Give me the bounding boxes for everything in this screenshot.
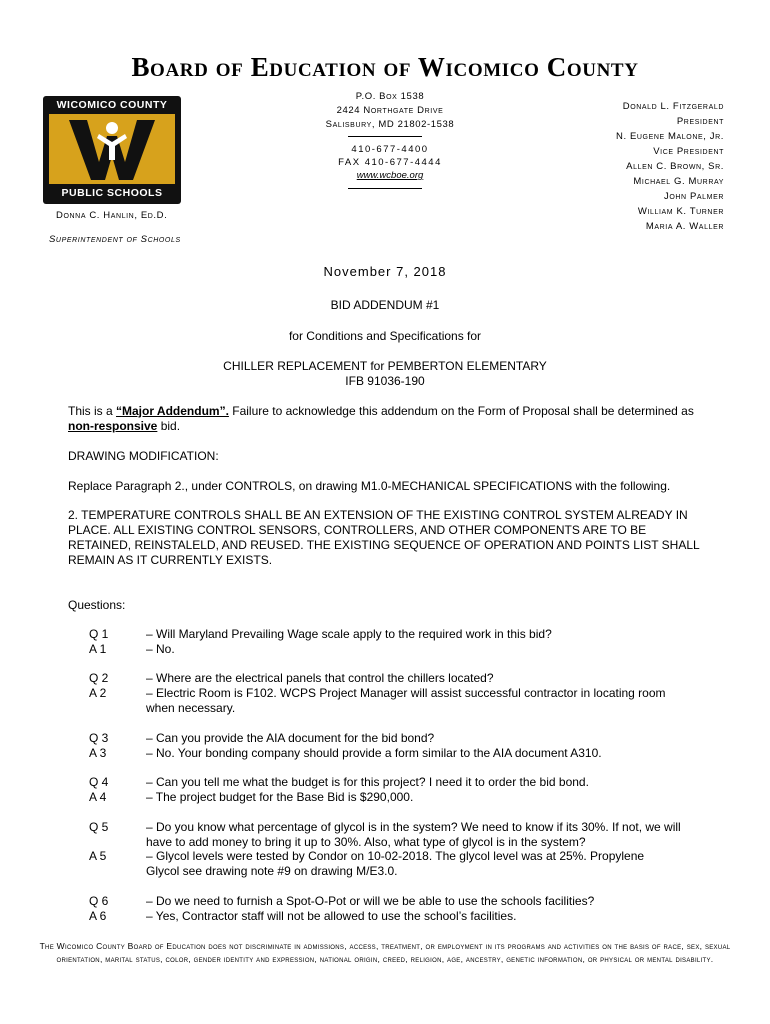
question-label: Q 6 [89, 894, 109, 908]
answer-text: – Glycol levels were tested by Condor on 10-02-2018. The glycol level was at 25%. Propylene Glycol see drawing note #9 on drawing M/E3.0. [146, 849, 645, 878]
for-line: for Conditions and Specifications for [288, 329, 482, 343]
page-title: Board of Education of Wicomico County [131, 52, 639, 82]
question-label: Q 4 [89, 775, 109, 789]
answer-label: A 3 [89, 746, 107, 760]
question-text: – Can you tell me what the budget is for this project? I need it to order the bid bond. [146, 775, 589, 789]
addendum-title: BID ADDENDUM #1 [330, 298, 440, 312]
question-label: Q 5 [89, 820, 109, 834]
question-label: Q 1 [89, 627, 109, 641]
answer-label: A 2 [89, 686, 107, 700]
board-member: Michael G. Murray [633, 176, 724, 187]
board-member: Maria A. Waller [645, 221, 724, 232]
board-role: President [676, 116, 724, 127]
ifb-number: IFB 91036-190 [345, 374, 425, 388]
project-name: CHILLER REPLACEMENT for PEMBERTON ELEMENTARY [223, 359, 547, 373]
board-member: N. Eugene Malone, Jr. [616, 131, 724, 142]
superintendent-name: Donna C. Hanlin, Ed.D. [56, 210, 168, 221]
district-logo [43, 96, 181, 204]
intro-paragraph [68, 404, 708, 434]
address-line-3: Salisbury, MD 21802-1538 [325, 119, 455, 130]
wicomico-w-emblem-icon [49, 114, 175, 184]
logo-top-text: WICOMICO COUNTY [56, 99, 168, 111]
question-label: Q 3 [89, 731, 109, 745]
website-link[interactable]: www.wcboe.org [356, 170, 424, 181]
answer-text: – The project budget for the Base Bid is $290,000. [146, 790, 414, 804]
answer-label: A 6 [89, 909, 107, 923]
question-text: – Do we need to furnish a Spot-O-Pot or will we be able to use the schools facilities? [146, 894, 595, 908]
questions-heading: Questions: [68, 598, 126, 612]
drawing-heading: DRAWING MODIFICATION: [68, 449, 219, 463]
answer-text: – No. Your bonding company should provide a form similar to the AIA document A310. [146, 746, 602, 760]
question-text: – Do you know what percentage of glycol is in the system? We need to know if its 30%. If not, we will have to add money to bring it up to 30%. Also, what type of glycol is in the system? [146, 820, 681, 849]
board-member: John Palmer [664, 191, 724, 202]
document-date: November 7, 2018 [323, 264, 447, 279]
answer-text: – No. [146, 642, 175, 656]
board-member: William K. Turner [637, 206, 724, 217]
phone-number: 410-677-4400 [351, 144, 429, 155]
question-text: – Will Maryland Prevailing Wage scale apply to the required work in this bid? [146, 627, 552, 641]
answer-text: – Electric Room is F102. WCPS Project Manager will assist successful contractor in locating room when necessary. [146, 686, 666, 715]
question-label: Q 2 [89, 671, 109, 685]
address-line-1: P.O. Box 1538 [355, 91, 425, 102]
superintendent-title: Superintendent of Schools [49, 234, 181, 245]
answer-label: A 1 [89, 642, 107, 656]
question-text: – Can you provide the AIA document for the bid bond? [146, 731, 435, 745]
answer-label: A 5 [89, 849, 107, 863]
non-responsive-label: non-responsive [68, 419, 158, 433]
board-member: Allen C. Brown, Sr. [626, 161, 724, 172]
major-addendum-label: “Major Addendum”. [116, 404, 229, 418]
contact-divider-bottom [348, 188, 422, 189]
temperature-controls-paragraph: 2. TEMPERATURE CONTROLS SHALL BE AN EXTENSION OF THE EXISTING CONTROL SYSTEM ALREADY IN PLACE. ALL EXISTING CONTROL SENSORS, CONTROLLERS, AND OTHER COMPONENTS ARE TO BE RETAINED, REINSTALELD, AND REUSED. THE EXISTING SEQUENCE OF OPERATION AND POINTS LIST SHALL REMAIN AS IT CURRENTLY EXISTS. [68, 508, 700, 567]
question-text: – Where are the electrical panels that control the chillers located? [146, 671, 494, 685]
intro-pre: This is a [68, 404, 117, 418]
logo-bottom-text: PUBLIC SCHOOLS [61, 187, 163, 199]
intro-mid: Failure to acknowledge this addendum on the Form of Proposal shall be determined as [228, 404, 694, 418]
answer-label: A 4 [89, 790, 107, 804]
fax-number: FAX 410-677-4444 [338, 157, 442, 168]
board-role: Vice President [653, 146, 724, 157]
board-member: Donald L. Fitzgerald [622, 101, 724, 112]
intro-post: bid. [157, 419, 181, 433]
answer-text: – Yes, Contractor staff will not be allowed to use the school’s facilities. [146, 909, 517, 923]
nondiscrimination-footer: The Wicomico County Board of Education does not discriminate in admissions, access, treatment, or employment in its programs and activities on the basis of race, sex, sexual orientation, marital status, color, gender identity and expression, national origin, creed, religion, age, ancestry, genetic information, or physical or mental disability. [39, 941, 731, 964]
address-line-2: 2424 Northgate Drive [336, 105, 444, 116]
replace-text: Replace Paragraph 2., under CONTROLS, on drawing M1.0-MECHANICAL SPECIFICATIONS with the following. [68, 479, 671, 493]
contact-divider-top [348, 136, 422, 137]
